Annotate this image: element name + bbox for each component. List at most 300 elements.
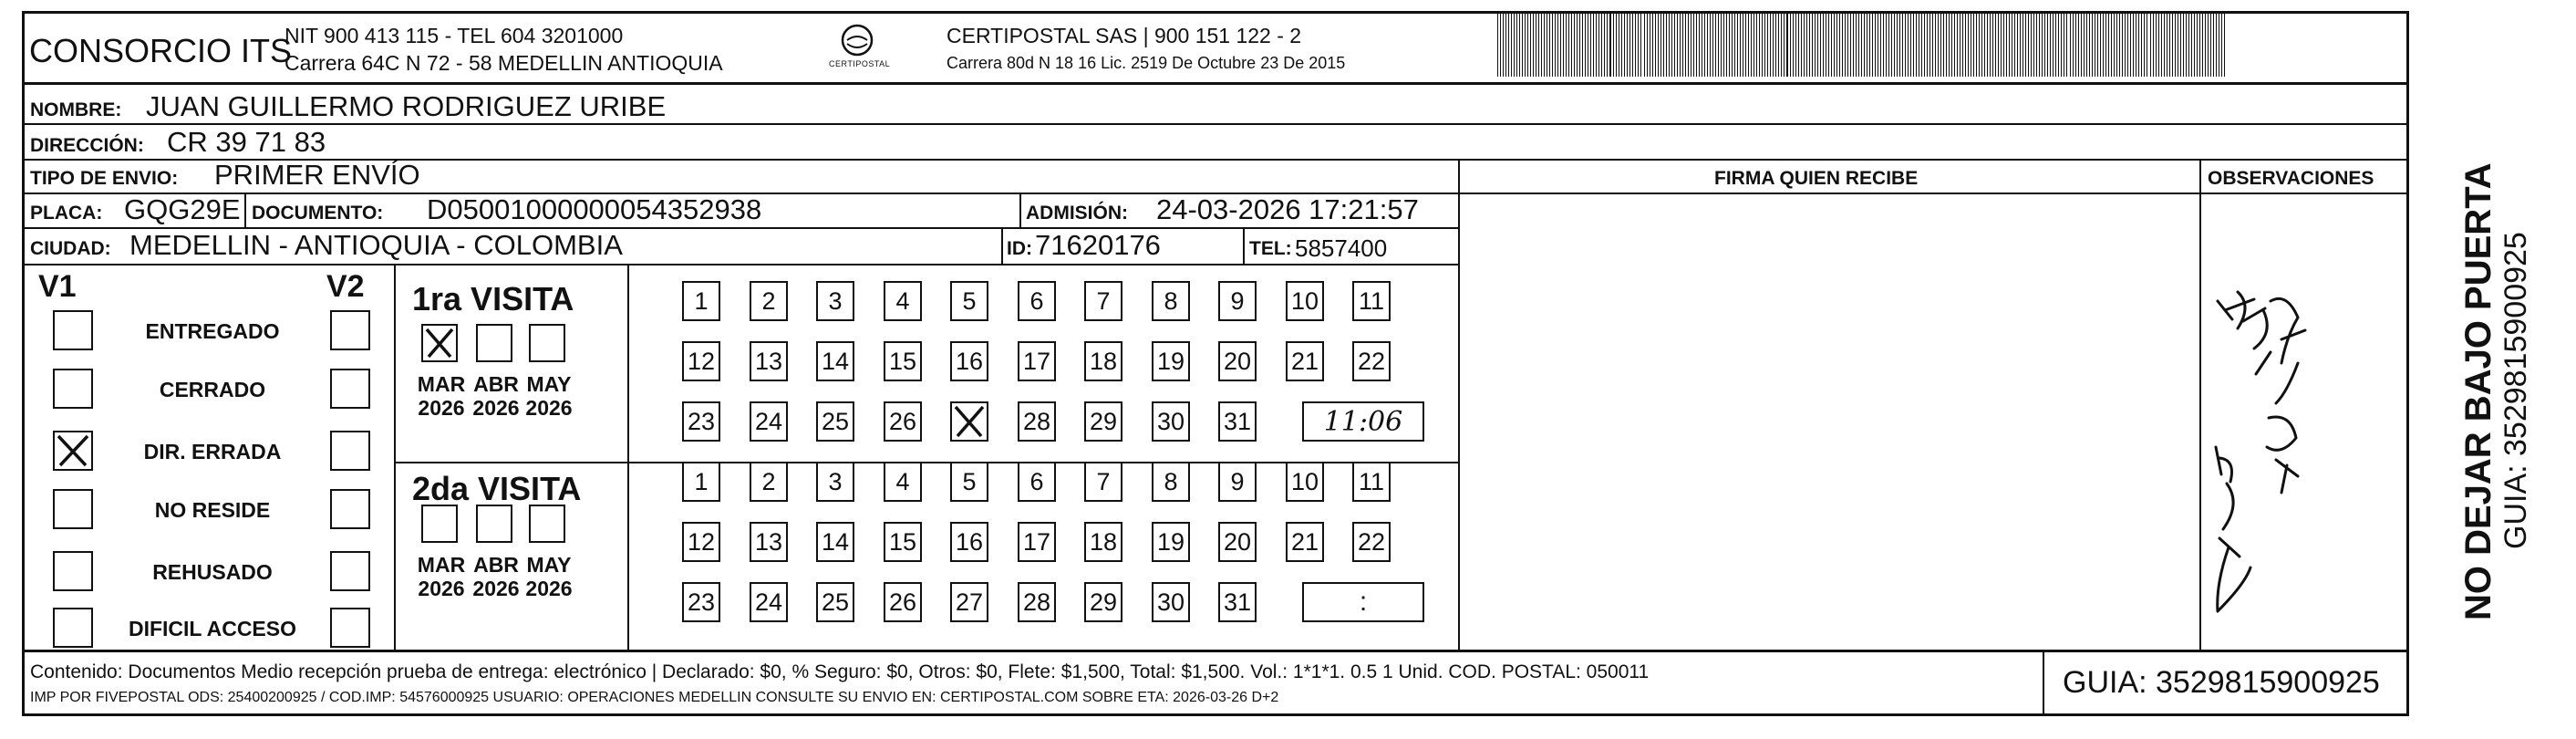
barcode-bar [1613, 11, 1614, 77]
barcode-bar [1579, 11, 1580, 77]
day-box[interactable] [884, 341, 922, 381]
barcode-bar [1921, 11, 1922, 77]
certipostal-logo-text: CERTIPOSTAL [829, 59, 891, 68]
barcode-bar [1929, 11, 1930, 77]
day-box[interactable] [884, 522, 922, 562]
day-number: 24 [754, 588, 783, 616]
barcode-bar [1652, 11, 1653, 77]
day-box[interactable] [1018, 341, 1056, 381]
barcode-bar [1984, 11, 1985, 77]
barcode-bar [2006, 11, 2007, 77]
x-mark-icon [55, 432, 91, 469]
day-box[interactable] [950, 462, 988, 502]
day-number: 15 [888, 347, 917, 375]
day-number: 19 [1156, 527, 1185, 556]
day-number: 25 [821, 588, 850, 616]
day-box[interactable] [884, 462, 922, 502]
day-number: 21 [1290, 527, 1319, 556]
day-box[interactable] [682, 462, 720, 502]
barcode-bar [2061, 11, 2062, 77]
barcode-bar [1828, 11, 1829, 77]
barcode-bar [1560, 11, 1561, 77]
barcode-bar [1913, 11, 1914, 77]
day-number: 6 [1029, 286, 1044, 315]
v2-checkbox[interactable] [330, 310, 370, 350]
barcode-bar [1940, 11, 1941, 77]
v1-checkbox[interactable] [53, 310, 93, 350]
barcode-bar [1968, 11, 1969, 77]
barcode [1495, 9, 2229, 78]
day-box[interactable] [950, 401, 988, 442]
day-box[interactable] [1084, 341, 1122, 381]
barcode-bar [1629, 11, 1630, 77]
month-checkbox[interactable] [476, 324, 512, 362]
day-box[interactable] [816, 341, 854, 381]
barcode-bar [2055, 11, 2056, 77]
side-notice: NO DEJAR BAJO PUERTA [2458, 162, 2498, 620]
barcode-bar [1773, 11, 1774, 77]
barcode-bar [2169, 11, 2170, 77]
barcode-bar [2033, 11, 2034, 77]
barcode-bar [2009, 11, 2010, 77]
barcode-bar [2199, 11, 2200, 77]
barcode-bar [1817, 11, 1818, 77]
day-box[interactable] [1218, 281, 1257, 321]
barcode-bar [2186, 11, 2187, 77]
barcode-bar [1674, 11, 1675, 77]
barcode-bar [1660, 11, 1661, 77]
v1-checkbox[interactable] [53, 608, 93, 648]
month-checkbox[interactable] [421, 505, 458, 543]
barcode-bar [2144, 11, 2145, 77]
barcode-bar [1541, 11, 1542, 77]
day-box[interactable] [1018, 401, 1056, 442]
cell-divider [1001, 227, 1003, 264]
day-box[interactable] [1084, 281, 1122, 321]
v1-label: V1 [38, 269, 77, 304]
status-divider [394, 264, 396, 650]
barcode-bar [1616, 11, 1617, 77]
day-number: 31 [1223, 407, 1252, 435]
barcode-bar [1845, 11, 1846, 77]
barcode-bar [2050, 11, 2051, 77]
barcode-bar [1696, 11, 1697, 77]
day-box[interactable] [682, 522, 720, 562]
row-line [22, 264, 1458, 265]
barcode-bar [1497, 11, 1498, 77]
barcode-bar [2180, 11, 2181, 77]
barcode-bar [1861, 11, 1862, 77]
barcode-bar [2070, 11, 2071, 77]
barcode-bar [2017, 11, 2018, 77]
day-box[interactable] [884, 401, 922, 442]
v2-label: V2 [326, 269, 365, 304]
day-box[interactable] [884, 281, 922, 321]
day-box[interactable] [1218, 522, 1257, 562]
barcode-bar [2036, 11, 2037, 77]
day-number: 16 [955, 527, 984, 556]
barcode-bar [1916, 11, 1917, 77]
day-box[interactable] [1152, 582, 1190, 622]
barcode-bar [1751, 11, 1752, 77]
barcode-bar [2125, 11, 2126, 77]
barcode-bar [1663, 11, 1664, 77]
day-number: 4 [895, 286, 910, 315]
day-box[interactable] [1352, 522, 1391, 562]
placa-label: PLACA: [30, 203, 103, 224]
day-number: 12 [687, 527, 716, 556]
ciudad-label: CIUDAD: [30, 238, 111, 259]
barcode-bar [1640, 11, 1641, 77]
v2-checkbox[interactable] [330, 608, 370, 648]
barcode-bar [2150, 11, 2151, 77]
barcode-bar [1538, 11, 1539, 77]
month-checkbox[interactable] [529, 505, 565, 543]
barcode-bar [2156, 11, 2157, 77]
day-number: 30 [1156, 407, 1185, 435]
v2-checkbox[interactable] [330, 431, 370, 471]
day-number: 26 [888, 407, 917, 435]
day-box[interactable] [1152, 281, 1190, 321]
header-divider [22, 82, 2409, 85]
barcode-bar [1759, 11, 1760, 77]
day-number: 18 [1089, 527, 1118, 556]
day-box[interactable] [1218, 462, 1257, 502]
day-box[interactable] [1286, 522, 1324, 562]
day-number: 17 [1022, 527, 1051, 556]
barcode-bar [2058, 11, 2059, 77]
certipostal-name: CERTIPOSTAL SAS | 900 151 122 - 2 [947, 24, 1302, 47]
barcode-bar [2039, 11, 2040, 77]
barcode-bar [1820, 11, 1821, 77]
barcode-bar [1767, 11, 1768, 77]
barcode-bar [2202, 11, 2203, 77]
barcode-bar [1951, 11, 1952, 77]
barcode-bar [1533, 11, 1534, 77]
barcode-bar [2138, 11, 2139, 77]
barcode-bar [1638, 11, 1639, 77]
barcode-bar [1726, 11, 1727, 77]
day-box[interactable] [750, 462, 788, 502]
month-label: MAY [526, 372, 572, 396]
barcode-bar [1609, 11, 1611, 77]
day-box[interactable] [1352, 281, 1391, 321]
barcode-bar [1598, 11, 1599, 77]
barcode-bar [1669, 11, 1670, 77]
day-box[interactable] [816, 522, 854, 562]
day-number: 14 [821, 527, 850, 556]
day-box[interactable] [682, 281, 720, 321]
day-number: 22 [1357, 527, 1386, 556]
day-number: 7 [1096, 467, 1111, 495]
day-number: 13 [754, 347, 783, 375]
day-number: 29 [1089, 588, 1118, 616]
day-number: 15 [888, 527, 917, 556]
year-label: 2026 [525, 577, 573, 600]
x-mark-icon [952, 403, 987, 440]
v2-checkbox[interactable] [330, 551, 370, 591]
time-box[interactable] [1302, 582, 1424, 622]
v2-checkbox[interactable] [330, 489, 370, 529]
admision-value: 24-03-2026 17:21:57 [1156, 193, 1419, 225]
day-number: 27 [955, 588, 984, 616]
v1-checkbox[interactable] [53, 369, 93, 409]
day-box[interactable] [816, 401, 854, 442]
barcode-bar [1693, 11, 1694, 77]
day-box[interactable] [1286, 462, 1324, 502]
day-number: 25 [821, 407, 850, 435]
barcode-bar [2208, 11, 2209, 77]
status-label: DIR. ERRADA [143, 440, 282, 463]
documento-label: DOCUMENTO: [252, 203, 384, 224]
barcode-bar [1552, 11, 1553, 77]
day-number: 28 [1022, 588, 1051, 616]
barcode-bar [2183, 11, 2184, 77]
time-handwritten: 11:06 [1323, 405, 1403, 438]
month-label: ABR [473, 372, 519, 396]
visit1-title: 1ra VISITA [412, 280, 574, 317]
day-box[interactable] [1152, 341, 1190, 381]
barcode-bar [2210, 11, 2211, 77]
time-box[interactable] [1302, 401, 1424, 442]
year-label: 2026 [525, 396, 573, 420]
firma-label: FIRMA QUIEN RECIBE [1714, 168, 1919, 189]
day-number: 20 [1223, 347, 1252, 375]
day-box[interactable] [750, 281, 788, 321]
day-box[interactable] [1084, 582, 1122, 622]
barcode-bar [1710, 11, 1711, 77]
barcode-bar [1723, 11, 1724, 77]
barcode-bar [2075, 11, 2076, 77]
barcode-bar [2130, 11, 2131, 77]
documento-value: D05001000000054352938 [427, 193, 762, 225]
barcode-bar [2216, 11, 2217, 77]
barcode-bar [1604, 11, 1605, 77]
barcode-bar [1644, 11, 1645, 77]
day-number: 9 [1230, 467, 1245, 495]
barcode-bar [2028, 11, 2029, 77]
day-number: 23 [687, 407, 716, 435]
barcode-bar [1508, 11, 1509, 77]
barcode-bar [1847, 11, 1848, 77]
month-label: ABR [473, 553, 519, 577]
barcode-bar [2175, 11, 2176, 77]
day-box[interactable] [682, 401, 720, 442]
handwritten-observation [2199, 265, 2327, 648]
tel-value: 5857400 [1295, 234, 1388, 262]
day-number: 8 [1164, 467, 1178, 495]
status-label: NO RESIDE [154, 498, 271, 522]
barcode-bar [1990, 11, 1991, 77]
footer-imp: IMP POR FIVEPOSTAL ODS: 25400200925 / COD.IMP: 54576000925 USUARIO: OPERACIONES MEDELLIN CONSULTE SU ENVIO EN: CERTIPOSTAL.COM SOBRE ETA: 2026-03-26 D+2 [30, 690, 1279, 705]
barcode-bar [1577, 11, 1578, 77]
day-box[interactable] [1018, 582, 1056, 622]
day-box[interactable] [682, 341, 720, 381]
barcode-bar [1745, 11, 1746, 77]
day-box[interactable] [1018, 281, 1056, 321]
day-box[interactable] [950, 522, 988, 562]
barcode-bar [2042, 11, 2043, 77]
day-box[interactable] [950, 281, 988, 321]
cell-divider [1243, 227, 1245, 264]
barcode-bar [1973, 11, 1974, 77]
day-box[interactable] [1152, 401, 1190, 442]
day-box[interactable] [1218, 341, 1257, 381]
barcode-bar [2133, 11, 2134, 77]
v2-checkbox[interactable] [330, 369, 370, 409]
barcode-bar [2103, 11, 2104, 77]
day-box[interactable] [1084, 401, 1122, 442]
month-checkbox[interactable] [529, 324, 565, 362]
barcode-bar [1790, 11, 1791, 77]
barcode-bar [2089, 11, 2090, 77]
barcode-bar [1853, 11, 1854, 77]
barcode-bar [1621, 11, 1622, 77]
day-number: 2 [761, 286, 776, 315]
barcode-bar [1635, 11, 1636, 77]
barcode-bar [1798, 11, 1799, 77]
day-box[interactable] [1152, 462, 1190, 502]
status-label: CERRADO [159, 378, 266, 401]
barcode-bar [2053, 11, 2054, 77]
barcode-bar [1762, 11, 1763, 77]
day-box[interactable] [1152, 522, 1190, 562]
barcode-bar [1831, 11, 1832, 77]
barcode-bar [2197, 11, 2198, 77]
day-box[interactable] [682, 582, 720, 622]
x-mark-icon [423, 326, 456, 360]
barcode-bar [1839, 11, 1840, 77]
barcode-bar [1932, 11, 1933, 77]
barcode-bar [1748, 11, 1749, 77]
barcode-bar [1729, 11, 1730, 77]
barcode-bar [2105, 11, 2106, 77]
barcode-bar [1804, 11, 1805, 77]
barcode-bar [2224, 11, 2225, 77]
day-box[interactable] [1018, 522, 1056, 562]
barcode-bar [1574, 11, 1575, 77]
day-number: 2 [761, 467, 776, 495]
day-number: 23 [687, 588, 716, 616]
month-checkbox[interactable] [476, 505, 512, 543]
month-label: MAR [417, 372, 466, 396]
barcode-bar [2213, 11, 2214, 77]
barcode-bar [2111, 11, 2112, 77]
day-number: 20 [1223, 527, 1252, 556]
barcode-bar [1924, 11, 1925, 77]
barcode-bar [1965, 11, 1966, 77]
barcode-bar [1834, 11, 1835, 77]
barcode-bar [1647, 11, 1648, 77]
direccion-label: DIRECCIÓN: [30, 135, 144, 156]
day-box[interactable] [816, 462, 854, 502]
barcode-bar [1894, 11, 1895, 77]
barcode-bar [1987, 11, 1988, 77]
barcode-bar [2188, 11, 2189, 77]
day-box[interactable] [1084, 522, 1122, 562]
status-label: ENTREGADO [145, 319, 280, 343]
barcode-bar [2114, 11, 2115, 77]
day-box[interactable] [1084, 462, 1122, 502]
day-number: 18 [1089, 347, 1118, 375]
barcode-bar [1806, 11, 1807, 77]
observaciones-label: OBSERVACIONES [2208, 168, 2374, 189]
day-box[interactable] [1018, 462, 1056, 502]
barcode-bar [1809, 11, 1810, 77]
day-box[interactable] [1352, 462, 1391, 502]
barcode-bar [1850, 11, 1851, 77]
day-box[interactable] [1286, 341, 1324, 381]
cell-divider [244, 193, 246, 227]
barcode-bar [1516, 11, 1517, 77]
barcode-bar [1946, 11, 1947, 77]
barcode-bar [1902, 11, 1903, 77]
barcode-bar [1880, 11, 1881, 77]
day-number: 1 [694, 467, 709, 495]
day-number: 16 [955, 347, 984, 375]
day-box[interactable] [950, 341, 988, 381]
barcode-bar [1519, 11, 1520, 77]
v1-checkbox[interactable] [53, 551, 93, 591]
day-box[interactable] [1286, 281, 1324, 321]
barcode-bar [1872, 11, 1873, 77]
barcode-bar [1590, 11, 1591, 77]
barcode-bar [1682, 11, 1683, 77]
day-box[interactable] [750, 341, 788, 381]
year-label: 2026 [472, 396, 520, 420]
barcode-bar [1954, 11, 1955, 77]
month-checkbox[interactable] [421, 324, 458, 362]
barcode-bar [2066, 11, 2067, 77]
day-box[interactable] [1352, 341, 1391, 381]
barcode-bar [1544, 11, 1545, 77]
barcode-bar [1571, 11, 1572, 77]
day-box[interactable] [816, 281, 854, 321]
day-box[interactable] [1218, 582, 1257, 622]
v1-checkbox[interactable] [53, 431, 93, 471]
tipo-envio-label: TIPO DE ENVIO: [30, 168, 179, 189]
barcode-bar [2031, 11, 2032, 77]
day-box[interactable] [950, 582, 988, 622]
barcode-bar [1938, 11, 1939, 77]
day-box[interactable] [884, 582, 922, 622]
barcode-bar [2172, 11, 2173, 77]
barcode-bar [1607, 11, 1608, 77]
barcode-bar [1568, 11, 1569, 77]
v1-checkbox[interactable] [53, 489, 93, 529]
day-number: 22 [1357, 347, 1386, 375]
barcode-bar [2014, 11, 2015, 77]
barcode-bar [2001, 11, 2002, 77]
day-number: 9 [1230, 286, 1245, 315]
day-box[interactable] [750, 522, 788, 562]
day-number: 14 [821, 347, 850, 375]
placa-value: GQG29E [124, 193, 241, 225]
day-box[interactable] [1218, 401, 1257, 442]
day-box[interactable] [816, 582, 854, 622]
barcode-bar [1976, 11, 1977, 77]
day-box[interactable] [750, 401, 788, 442]
certipostal-address: Carrera 80d N 18 16 Lic. 2519 De Octubre 23 De 2015 [947, 54, 1346, 72]
tel-label: TEL: [1249, 238, 1292, 259]
admision-label: ADMISIÓN: [1026, 203, 1128, 224]
day-number: 5 [962, 286, 977, 315]
day-number: 31 [1223, 588, 1252, 616]
day-number: 21 [1290, 347, 1319, 375]
barcode-bar [2081, 11, 2082, 77]
direccion-value: CR 39 71 83 [167, 126, 326, 158]
day-box[interactable] [750, 582, 788, 622]
